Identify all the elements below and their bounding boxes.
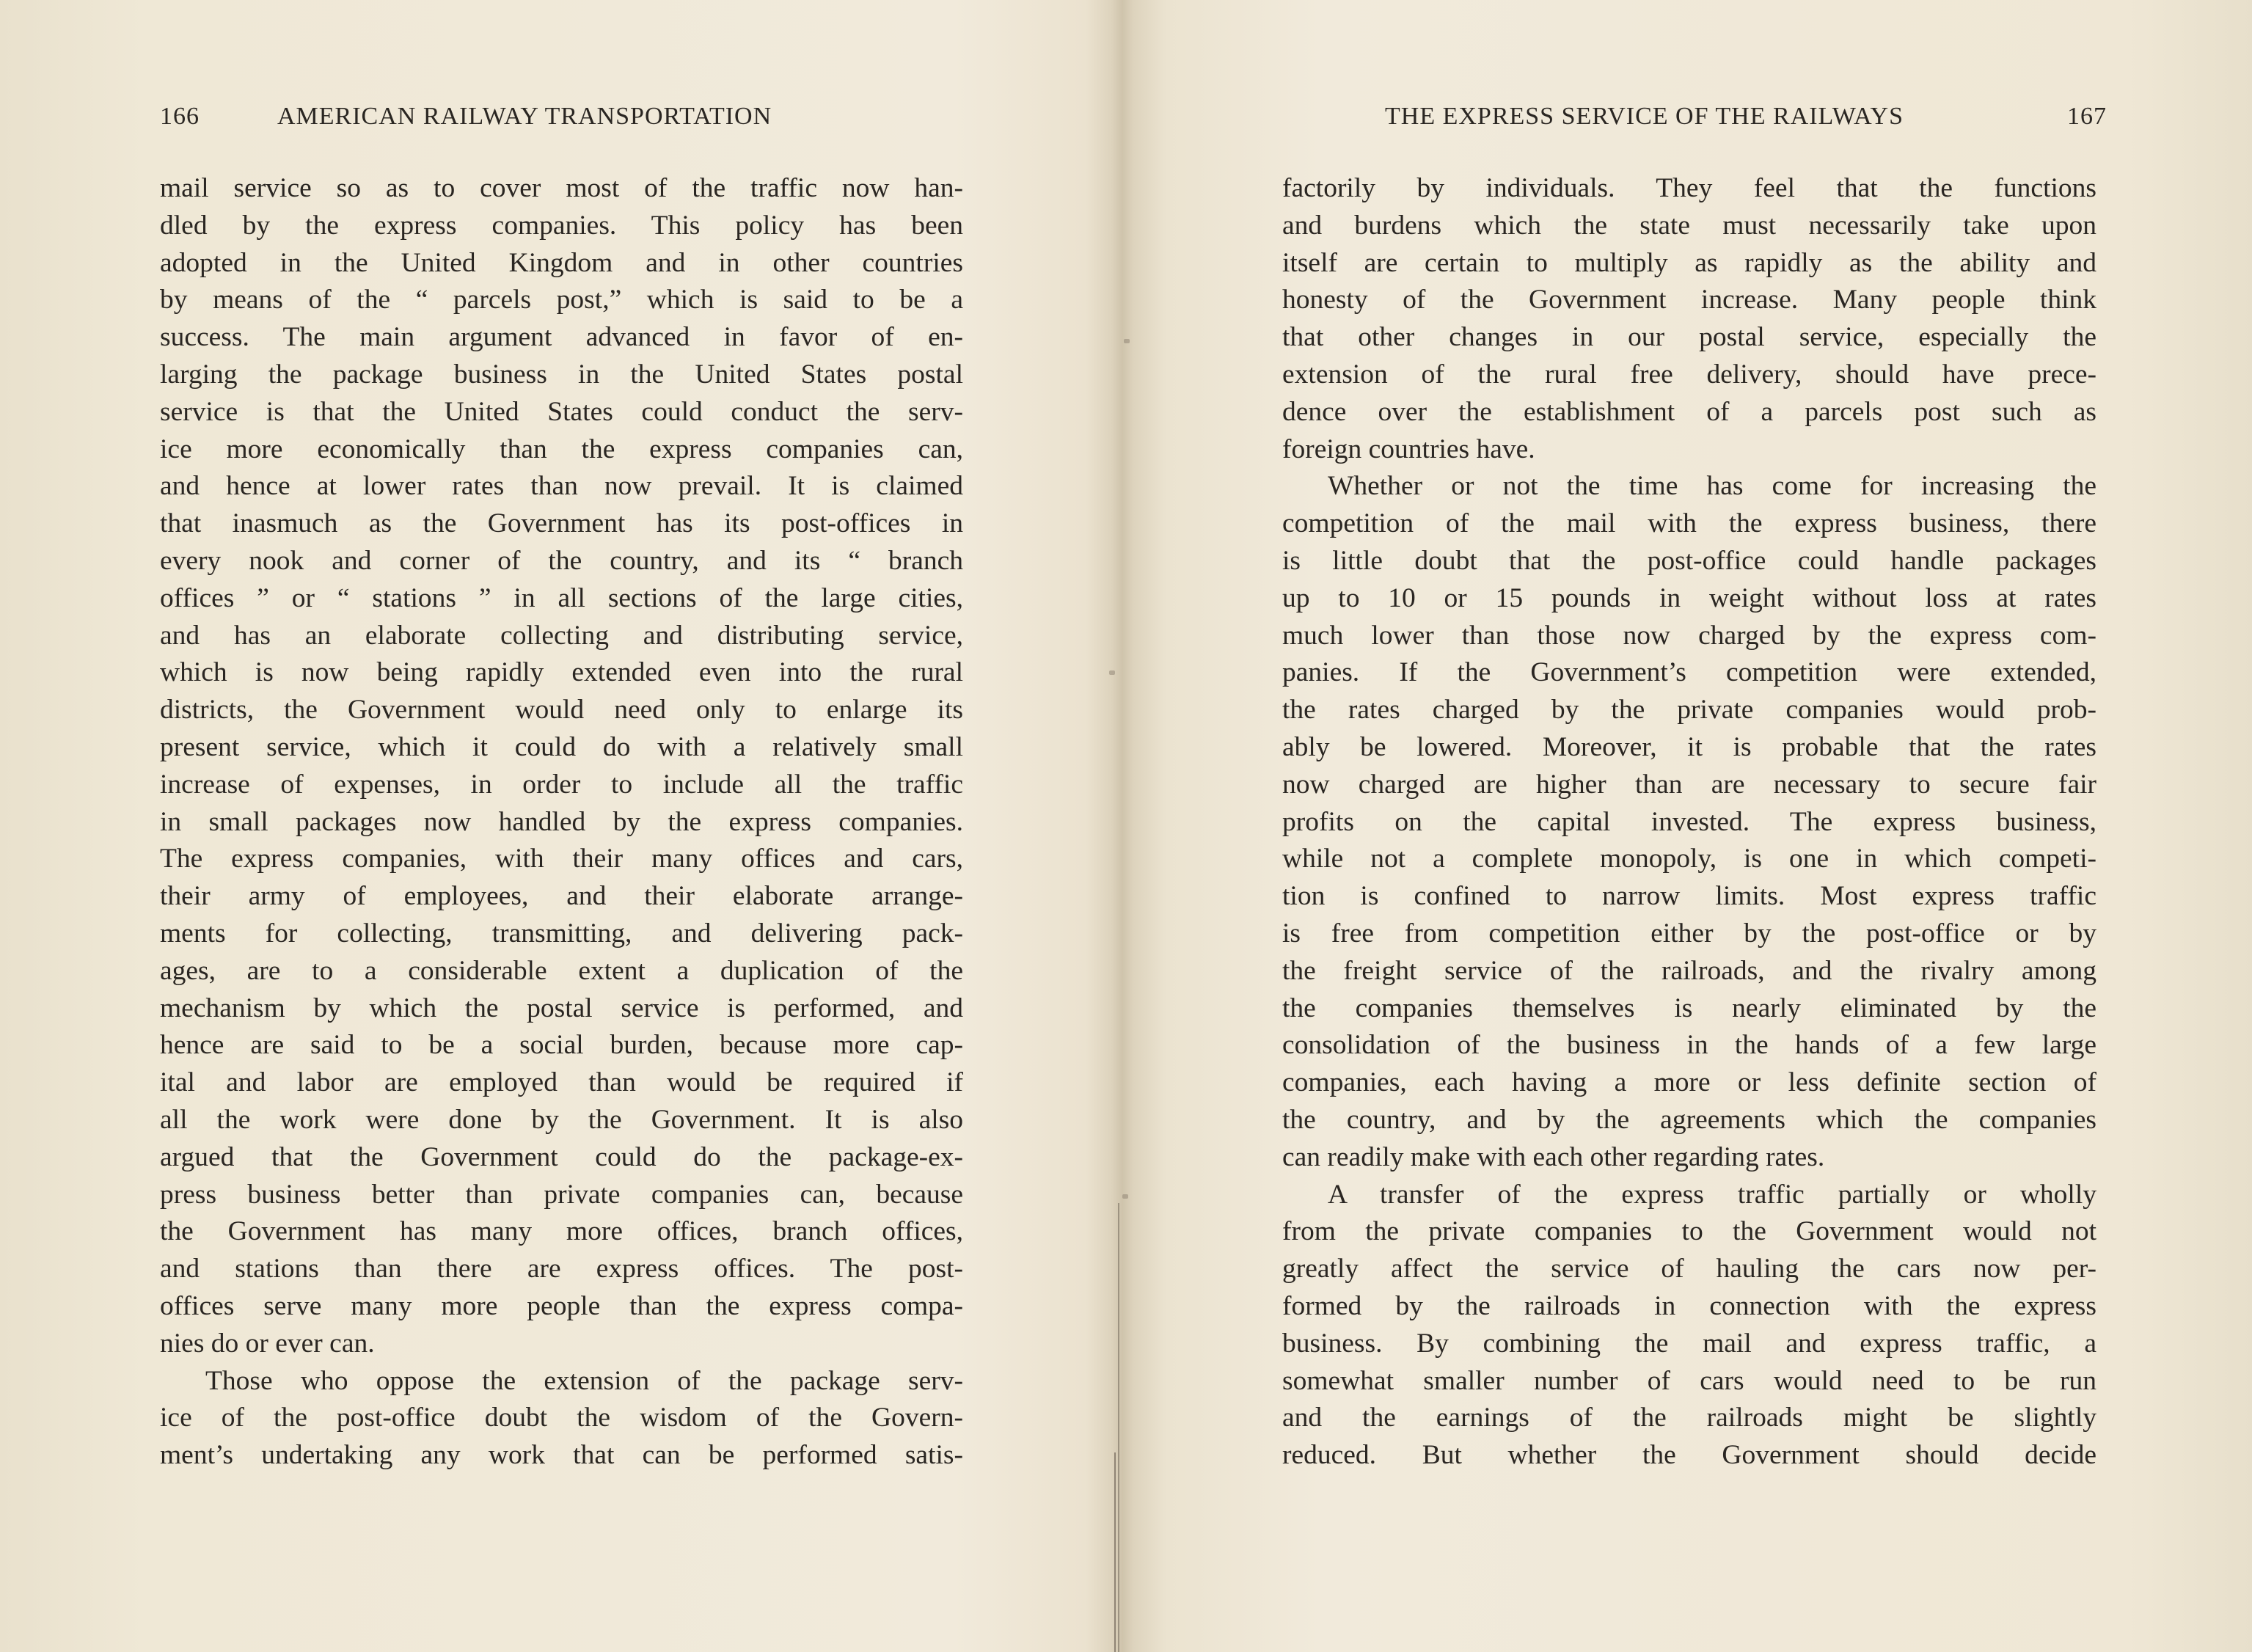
text-line: mail service so as to cover most of the traffic now han- <box>160 173 963 203</box>
text-line: ages, are to a considerable extent a duplication of the <box>160 955 963 986</box>
text-line: factorily by individuals. They feel that the functions <box>1282 173 2096 203</box>
text-line: much lower than those now charged by the express com- <box>1282 620 2096 651</box>
text-line: consolidation of the business in the hands of a few large <box>1282 1030 2096 1061</box>
binding-mark <box>1122 1194 1128 1199</box>
gutter-shadow-inner <box>1114 1452 1116 1652</box>
text-line: somewhat smaller number of cars would need to be run <box>1282 1365 2096 1396</box>
text-line: A transfer of the express traffic partially or wholly <box>1328 1179 2096 1210</box>
text-line: ments for collecting, transmitting, and delivering pack- <box>160 918 963 949</box>
text-line: while not a complete monopoly, is one in which competi- <box>1282 844 2096 874</box>
text-line: success. The main argument advanced in favor of en- <box>160 322 963 353</box>
left-page-body <box>160 170 963 1474</box>
text-line: the companies themselves is nearly eliminated by the <box>1282 993 2096 1023</box>
text-line: that other changes in our postal service, especially the <box>1282 322 2096 353</box>
text-line: Whether or not the time has come for increasing the <box>1328 471 2096 502</box>
text-line: the Government has many more offices, branch offices, <box>160 1216 963 1247</box>
text-line: companies, each having a more or less definite section of <box>1282 1067 2096 1098</box>
text-line: is free from competition either by the post-office or by <box>1282 918 2096 949</box>
text-line: greatly affect the service of hauling the cars now per- <box>1282 1254 2096 1284</box>
text-line: tion is confined to narrow limits. Most express traffic <box>1282 881 2096 912</box>
text-line: panies. If the Government’s competition were extended, <box>1282 657 2096 688</box>
text-line: formed by the railroads in connection with the express <box>1282 1290 2096 1321</box>
text-line: service is that the United States could conduct the serv- <box>160 396 963 427</box>
text-line: all the work were done by the Government. It is also <box>160 1104 963 1135</box>
text-line: press business better than private companies can, because <box>160 1179 963 1210</box>
right-page-body <box>1282 170 2096 1474</box>
text-line: is little doubt that the post-office could handle packages <box>1282 545 2096 576</box>
binding-mark <box>1124 339 1130 343</box>
text-line: dled by the express companies. This policy has been <box>160 210 963 241</box>
text-line: districts, the Government would need only to enlarge its <box>160 695 963 726</box>
text-line: The express companies, with their many offices and cars, <box>160 844 963 874</box>
text-line: and the earnings of the railroads might be slightly <box>1282 1403 2096 1433</box>
text-line: mechanism by which the postal service is performed, and <box>160 993 963 1023</box>
text-line: and burdens which the state must necessarily take upon <box>1282 210 2096 241</box>
text-line: extension of the rural free delivery, should have prece- <box>1282 359 2096 390</box>
text-line: adopted in the United Kingdom and in other countries <box>160 247 963 278</box>
right-running-head: THE EXPRESS SERVICE OF THE RAILWAYS <box>1385 103 1904 130</box>
left-running-head: AMERICAN RAILWAY TRANSPORTATION <box>277 103 772 130</box>
text-line: foreign countries have. <box>1282 434 1535 464</box>
text-line: ice of the post-office doubt the wisdom of the Govern- <box>160 1403 963 1433</box>
text-line: argued that the Government could do the package-ex- <box>160 1141 963 1172</box>
text-line: hence are said to be a social burden, because more cap- <box>160 1030 963 1061</box>
binding-mark <box>1109 670 1115 675</box>
text-line: by means of the “ parcels post,” which is said to be a <box>160 285 963 315</box>
text-line: in small packages now handled by the express companies. <box>160 806 963 837</box>
text-line: business. By combining the mail and express traffic, a <box>1282 1328 2096 1359</box>
right-page-number: 167 <box>2067 103 2107 130</box>
text-line: increase of expenses, in order to include all the traffic <box>160 769 963 800</box>
text-line: every nook and corner of the country, and its “ branch <box>160 545 963 576</box>
text-line: larging the package business in the United States postal <box>160 359 963 390</box>
text-line: reduced. But whether the Government should decide <box>1282 1440 2096 1471</box>
text-line: the country, and by the agreements which the companies <box>1282 1104 2096 1135</box>
text-line: offices ” or “ stations ” in all sections of the large cities, <box>160 582 963 613</box>
text-line: and stations than there are express offices. The post- <box>160 1254 963 1284</box>
text-line: ably be lowered. Moreover, it is probable that the rates <box>1282 731 2096 762</box>
text-line: up to 10 or 15 pounds in weight without loss at rates <box>1282 582 2096 613</box>
text-line: now charged are higher than are necessary to secure fair <box>1282 769 2096 800</box>
gutter-shadow <box>1118 1203 1119 1652</box>
text-line: can readily make with each other regarding rates. <box>1282 1141 1825 1172</box>
text-line: honesty of the Government increase. Many people think <box>1282 285 2096 315</box>
text-line: Those who oppose the extension of the package serv- <box>205 1365 963 1396</box>
text-line: competition of the mail with the express business, there <box>1282 508 2096 539</box>
left-page-number: 166 <box>160 103 200 130</box>
text-line: itself are certain to multiply as rapidly as the ability and <box>1282 247 2096 278</box>
text-line: ment’s undertaking any work that can be performed satis- <box>160 1440 963 1471</box>
text-line: that inasmuch as the Government has its post-offices in <box>160 508 963 539</box>
text-line: present service, which it could do with a relatively small <box>160 731 963 762</box>
text-line: the rates charged by the private companies would prob- <box>1282 695 2096 726</box>
text-line: ice more economically than the express companies can, <box>160 434 963 464</box>
text-line: the freight service of the railroads, and the rivalry among <box>1282 955 2096 986</box>
text-line: profits on the capital invested. The express business, <box>1282 806 2096 837</box>
text-line: and hence at lower rates than now prevail. It is claimed <box>160 471 963 502</box>
text-line: nies do or ever can. <box>160 1328 375 1359</box>
text-line: from the private companies to the Government would not <box>1282 1216 2096 1247</box>
text-line: dence over the establishment of a parcels post such as <box>1282 396 2096 427</box>
text-line: which is now being rapidly extended even into the rural <box>160 657 963 688</box>
text-line: and has an elaborate collecting and distributing service, <box>160 620 963 651</box>
text-line: their army of employees, and their elaborate arrange- <box>160 881 963 912</box>
text-line: ital and labor are employed than would be required if <box>160 1067 963 1098</box>
text-line: offices serve many more people than the express compa- <box>160 1290 963 1321</box>
